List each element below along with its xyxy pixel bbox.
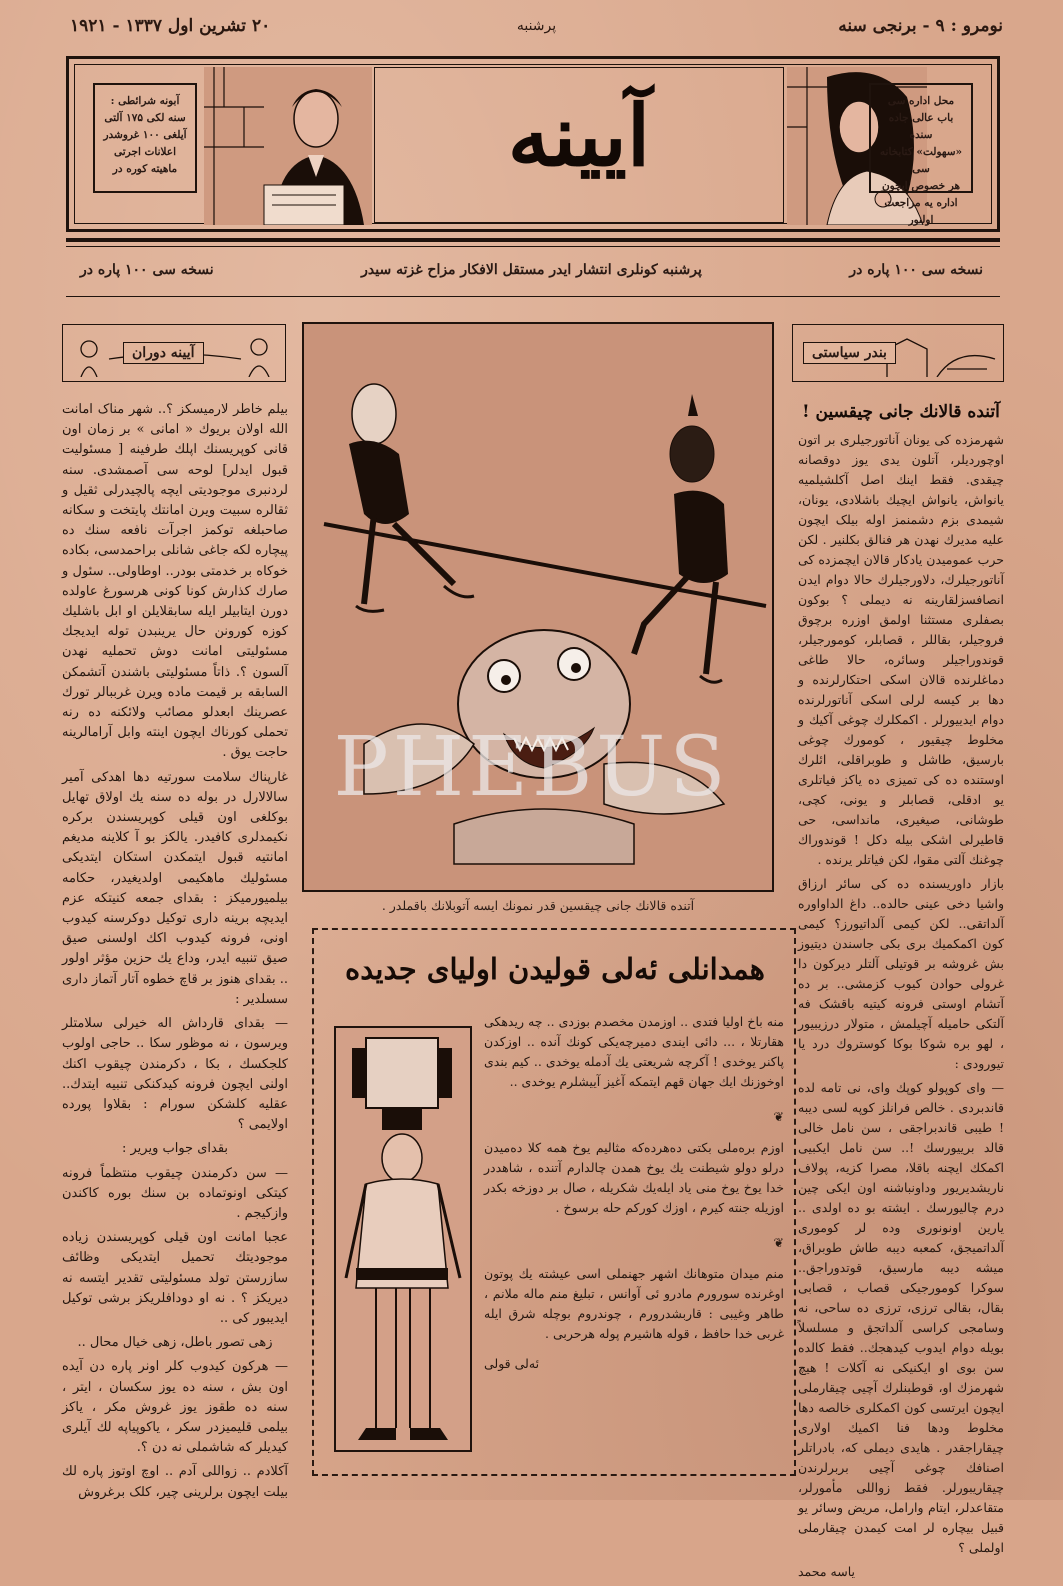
cartoon-caption: آتنده قالانك جانی چیقسین قدر نمونك ایسه آتوبلانك باقملدر . xyxy=(381,898,695,913)
stanza-divider-icon: ❦ xyxy=(773,1109,784,1124)
small-cartoon xyxy=(334,1026,472,1452)
subline-rule xyxy=(66,296,1000,297)
man-with-lantern-illustration xyxy=(336,1028,470,1450)
poem-stanza: منه باخ اولیا فتدی .. اوزمدن مخصدم بوزدی .. چه ریدهکی هقارتلا ، ... دائی ایندی دمیرچه‌یکی کونك آنده .. اوزکدن پاکنر یوخدی ! آکرچه شریعتی یك آدمله یوخدی .. کیم بندی اوخوزنك ایك جهان قهم ایتمکه آغیز آییشلرم یوخدی .. xyxy=(484,1014,784,1089)
right-signature: یاسه محمد xyxy=(798,1564,855,1579)
dateline-issue: نومرو : ۹ - برنجی سنه xyxy=(838,16,1003,36)
paragraph: آکلادم .. زواللی آدم .. اوچ اوتوز پاره لك بیلت ایچون برلرینی چیر، کلک برغروش xyxy=(62,1464,288,1500)
poem-headline: همدانلی ئه‌لی قولیدن اولیای جدیده xyxy=(345,952,765,986)
masthead-man-illustration xyxy=(204,67,372,225)
right-section-label: بندر سیاستی xyxy=(803,342,896,364)
poem-signature: ئه‌لی قولی xyxy=(484,1356,540,1371)
price-right: نسخه سی ۱۰۰ پاره در xyxy=(849,262,983,278)
left-column-text xyxy=(62,400,288,1507)
publication-note: پرشنبه کونلری انتشار ایدر مستقل الافکار مزاح غزته سیدر xyxy=(361,262,702,278)
right-headline: آتنده قالانك جانی چیقسین ! xyxy=(802,402,1000,422)
poem-text xyxy=(484,1012,784,1378)
masthead-rule-thin xyxy=(66,246,1000,247)
left-section-label: آیینه دوران xyxy=(123,342,204,364)
right-section-header xyxy=(792,324,1004,382)
office-box: محل اداره سی باب عالی جاده سنده «سهولت» کتابخانه سی هر خصوص ایچون اداره یه مراجعت اولنور xyxy=(869,83,973,193)
poem-stanza: اوزم بره‌ملی بکتی ده‌هرده‌که مثالیم یوخ همه کلا ده‌میدن درلو دولو شیطنت یك یوخ همدن چالدارم آتنده ، شاهددر خدا یوخ یوخ منی یاد ایله‌یك شکریله ، صال بر دوزخه بکدر اوزیله جنته کیرم ، اوزك کورکم حله برسوخ . xyxy=(484,1140,784,1215)
newspaper-title: آیینه xyxy=(507,86,651,185)
paragraph: زهی تصور باطل، زهی خیال محال .. xyxy=(77,1335,273,1351)
masthead xyxy=(66,56,1000,232)
subscription-box: آبونه شرائطی : سنه لکی ۱۷۵ آلتی آیلغی ۱۰۰ غروشدر اعلانات اجرتی ماهیته کوره در xyxy=(93,83,197,193)
poem-stanza: منم میدان متوهانك اشهر جهنملی اسی عیشته یك پوتون اوغرنده سورورم مادرو ئی آوانس ، تبلیغ منم ماله ملانم ، طاهر وغیبی : قاربشدرورم ، چوندروم بوچله شرق ایله غربی خدا حافظ ، قوله هاشیرم پوله هرحربی . xyxy=(484,1266,784,1341)
dateline-day: پرشنبه xyxy=(516,18,557,34)
paragraph: بازار داوریسنده ده کی سائر ارزاق واشیا دخی عینی حالده.. داغ الداواوره آلداتقی.. لکن کیمی آلداتیورز؟ کیمی کون اکمکمیك بری بکی جاسندن دیتیوز بش غروشه بر قوتیلی آلتلر دیرکون دا غرولی حوادن کیوب کزمشی.. بر ده آتشام اوستی فرونه کیتیه باقشک فه آلتکی حامیله آچیلمش ، متولار درزیبیور ، لهو بره شوکا بوکا کوستروك درد یا تیورودی : xyxy=(798,876,1004,1071)
watermark: PHEBUS xyxy=(333,720,730,815)
paragraph: شهرمزده کی یونان آناتورجیلری بر اتون اوچوردیلر، آتلون یدی یوز دوقصانه چیقدی. فقط اینك اصل آکلشیلمیه یانواش، یانواش ایچیك باشلادی، یونان، شیمدی بزم دشمنمز اوله بیلک ایچون علیه مدیرك نهدن هر فنالق بکلنیر . لکن حرب عمومیدن یادکار قالان ایچمزده کی آناتورجیلرك، دلاورجیلرك حالا دوام ایدن انصافسزلقارینه نه دیملی ؟ بوکون بصفلری مستثنا اولمق اوزره برچوق فروجیلر، بقاللر ، قصابلر، کومورجیلر، قوندوراجیلر وسائره، حالا طاغی دماغلرنده قالان اسکی احتکارلرنده و دها بر کیسه لرلی اسکی آناتورلرنده دوام ایدییورلر . اکمکلرك چوغی آکیك و مخلوط چیقیور ، کومورك چوغی بارسیق، طاشل و طوبراقلی، ائلرك اوستنده ده کی تمیزی ده یاکز فیاتلری یو ادقلی، قصابلر و یونی، کچی، طوشانی، صیغیری، مانداسی، حی قاطیرلی اشکی بیله دکل ! قوندوراك چوغنك آلتی مقوا، لکن فیاتلر یرنده . xyxy=(798,432,1004,867)
paragraph: غارپناك سلامت سورتیه دها اهدکی آمیر سالالارل در بوله ده سنه یك اولاق تهایل بوکلغی اون قیلی کوپریسندن برکره نکیمدلری کافیدر. یالکز بو آ کلاینه مدیغم امانتیه قبول ایتمکدن استکان ایتدیکی مسئولیك ماهکیمی اولدیغیدر، حکامه بیلمیورمیکز : بقدای جمعه کنیتکه عزم ایدیچه برینه داری توکیل دوکرسنه کیدوب اونی، فرونه کیدوب اکك اولسنی صیق صیق تنبیه ایدر، وداع یك حزین مؤثر اولور .. بقدای هنوز بر قاچ خطوه آتار آتماز داری سسلدیر : xyxy=(62,769,288,1007)
dateline-date: ۲۰ تشرین اول ۱۳۳۷ - ۱۹۲۱ xyxy=(70,16,271,36)
paragraph: بقدای جواب ویریر : xyxy=(121,1141,229,1157)
paragraph: عجبا امانت اون قیلی کوپریسندن زیاده موجودیتك تحمیل ایتدیکی وظائف سازرستن تولد مسئولیتی تقدیر ایتسه نه دیریکز ؟ . نه او دودافلریکز برشی توکیل ایدیبور کی .. xyxy=(62,1230,288,1326)
stanza-divider-icon: ❦ xyxy=(773,1235,784,1250)
paragraph: — سن دکرمندن چیقوب منتظماً فرونه کیتکی اونوتماده بن سنك بوره کاکندن وازکیجم . xyxy=(62,1165,288,1221)
left-section-header xyxy=(62,324,286,382)
masthead-rule xyxy=(66,238,1000,242)
subline xyxy=(80,262,983,284)
paragraph: — هرکون کیدوب کلر اونر پاره دن آیده اون بش ، سنه ده یوز سکسان ، ایتر ، سنه ده طقوز یوز غروش مکر ، یاکز بیلمی قلیمیزدر سکر ، یاکوپیاپه لك آیلری کیدیلر که شاشملی نه دن ؟. xyxy=(62,1359,288,1456)
paragraph: — بقدای قارداش اله خیرلی سلامتلر ویرسون ، نه موظور سکا .. حاجی اولوب کلجکسك ، بکا ، دکرمندن چیقوب اکنك اولنی ایچون فرونه کیدکنکی تنبیه ایتدك.. عقلیه کلشکن سورام : بقلاوا پورده اولایمی ؟ xyxy=(62,1016,288,1133)
right-column-text xyxy=(798,430,1004,1586)
paragraph: بیلم خاطر لارمیسکز ؟.. شهر مناک امانت الله اولان بریوك « امانی » بر زمان اون قانی کوپریسنك اپلك طرفینه [ مسئولیت قبول ایدلر] لوحه سی آصمشدی. سنه لردنبری موجودیتی ایچه پالچیدرلی ثقیل و ثقالره سبیت ویرن امانتك پایتخت و سکانه صاحبلغه توکمز اجرآت نافعه سنك ده پیچاره لکه جاغی شانلی براحمدسی، بکاده خوکاه بر خدمتی بودر.. اوطاولی.. سئول و صارك کذارش کونا کونی هرسورغ عاولده دورن ایتابیلر ایله سابقلایلن او ابل باشلیك کوزه کورونن حال یرینبدن توله ایدیجك مسئولیتی امانت دوش تحملیه نهدن آلسون ؟. ذاتاً مسئولیتی باشندن آتشمکن السابقه بر قیمت ماده ویرن غرببالر تورك عصرینك ابعدلو مصائب ولائکنه ده رنه تحملی کورناك ایچون اینته وابل آرامالرینه حاجت یوق . xyxy=(62,402,288,761)
paragraph: — وای کوپولو کوپك وای، نی تامه لده قاندبردی . خالص فرانلز کوپه لسی دیبه ! طیبی قاندبراجقی ، سن نامل خالی قالد برییورسك !.. سن نامل ایکبیی اکمکك ایچنه باقلا، مصرا کزیه، پولاف ناریشدیریور وداونباشنه اون ایکی چین درم چالیورسك . ایشته بو ده اولدی .. یارین اونونوری وده لر کوموری آلداتمیجق، کمعبه دیبه طاش طوبراق، میشه دیبه مارسیق، قوتدوراجق.. سوکرا کومورجیکی قصاب ، قصابی بقال، بقالی ترزی، ترزی ده ساحی، نه وسامجی کراسی آلداتجق و مسلسلاً بویله دوام ایدوب کیدهجك.. فقط کالده سن بوی او ایکنیکی نه آکلات ! هیچ شهرمزك او، قوطبنلرك آچیی چیقارملی ایچون ایرتسی کون اکمکلری خالصه دها مخلوط ودها فنا اکمیك اولاری چیقاراجقدر . هایدی دیملی که، بادراتلر اصنافك چوغی آچیی بربرلرندن چیقاریبورلر. فقط زواللی مأمورلر، متقاعدلر، ایتام وارامل، مریض وسائر یو قبیل بیچاره لر امت کیمدن چیقارملی اولملی ؟ xyxy=(798,1080,1004,1555)
dateline xyxy=(70,10,1003,44)
price-left: نسخه سی ۱۰۰ پاره در xyxy=(80,262,214,278)
masthead-title-box xyxy=(374,67,784,223)
